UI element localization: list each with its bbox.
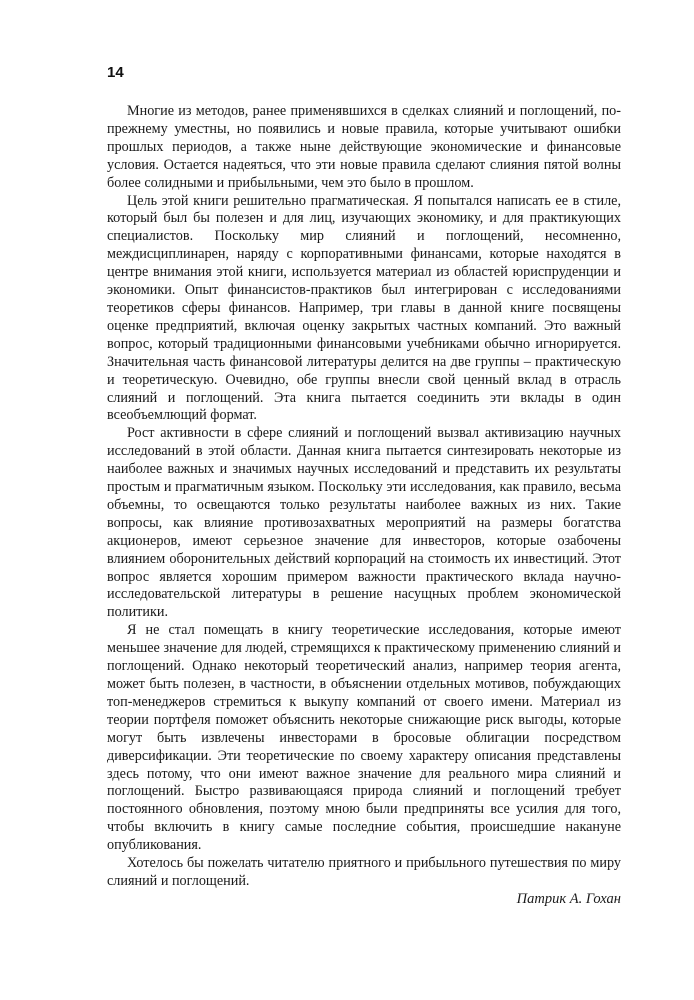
paragraph: Хотелось бы пожелать читателю приятного и прибыльного путешествия по миру слияний и поглощений.: [107, 855, 621, 889]
paragraph: Цель этой книги решительно прагматическая. Я попытался написать ее в стиле, который был бы полезен и для лиц, изучающих экономику, и для практикующих специалистов. Поскольку мир слияний и поглощений, несомненно, междисциплинарен, наряду с корпоративными финансами, которые находятся в центре внимания этой книги, используется материал из областей юриспруденции и экономики. Опыт финансистов-практиков был интегрирован с исследованиями теоретиков сферы финансов. Например, три главы в данной книге посвящены оценке предприятий, включая оценку закрытых частных компаний. Это важный вопрос, который традиционными финансовыми учебниками обычно игнорируется. Значительная часть финансовой литературы делится на две группы – практическую и теоретическую. Очевидно, обе группы внесли свой ценный вклад в отрасль слияний и поглощений. Эта книга пытается соединить эти вклады в один всеобъемлющий формат.: [107, 192, 621, 424]
body-text: [107, 103, 621, 891]
paragraph: Я не стал помещать в книгу теоретические исследования, которые имеют меньшее значение для людей, стремящихся к практическому применению слияний и поглощений. Однако некоторый теоретический анализ, например теория агента, может быть полезен, в частности, в объяснении отдельных мотивов, побуждающих топ-менеджеров стремиться к выкупу компаний от своего имени. Материал из теории портфеля поможет объяснить некоторые снижающие риск выгоды, которые могут быть извлечены инвесторами в бросовые облигации посредством диверсификации. Эти теоретические по своему характеру описания представлены здесь потому, что они имеют важное значение для реального мира слияний и поглощений. Быстро развивающаяся природа слияний и поглощений требует постоянного обновления, поэтому мною были предприняты все усилия для того, чтобы включить в книгу самые последние события, происшедшие накануне опубликования.: [107, 622, 621, 854]
paragraph: Рост активности в сфере слияний и поглощений вызвал активизацию научных исследований в этой области. Данная книга пытается синтезировать некоторые из наиболее важных и значимых научных исследований и представить их результаты простым и прагматичным языком. Поскольку эти исследования, как правило, весьма объемны, то освещаются только результаты наиболее важных из них. Такие вопросы, как влияние противозахватных мероприятий на размеры богатства акционеров, имеют серьезное значение для инвесторов, которые озабочены влиянием оборонительных действий корпораций на стоимость их инвестиций. Этот вопрос является хорошим примером важности практического вклада научно-исследовательской литературы в решение насущных проблем экономической политики.: [107, 425, 621, 621]
author-signature: Патрик А. Гохан: [516, 891, 621, 907]
paragraph: Многие из методов, ранее применявшихся в сделках слияний и поглощений, по-прежнему уместны, но появились и новые правила, которые учитывают ошибки прошлых периодов, а также ныне действующие экономические и финансовые условия. Остается надеяться, что эти новые правила сделают слияния пятой волны более солидными и прибыльными, чем это было в прошлом.: [107, 103, 621, 191]
page-number: 14: [107, 64, 124, 81]
